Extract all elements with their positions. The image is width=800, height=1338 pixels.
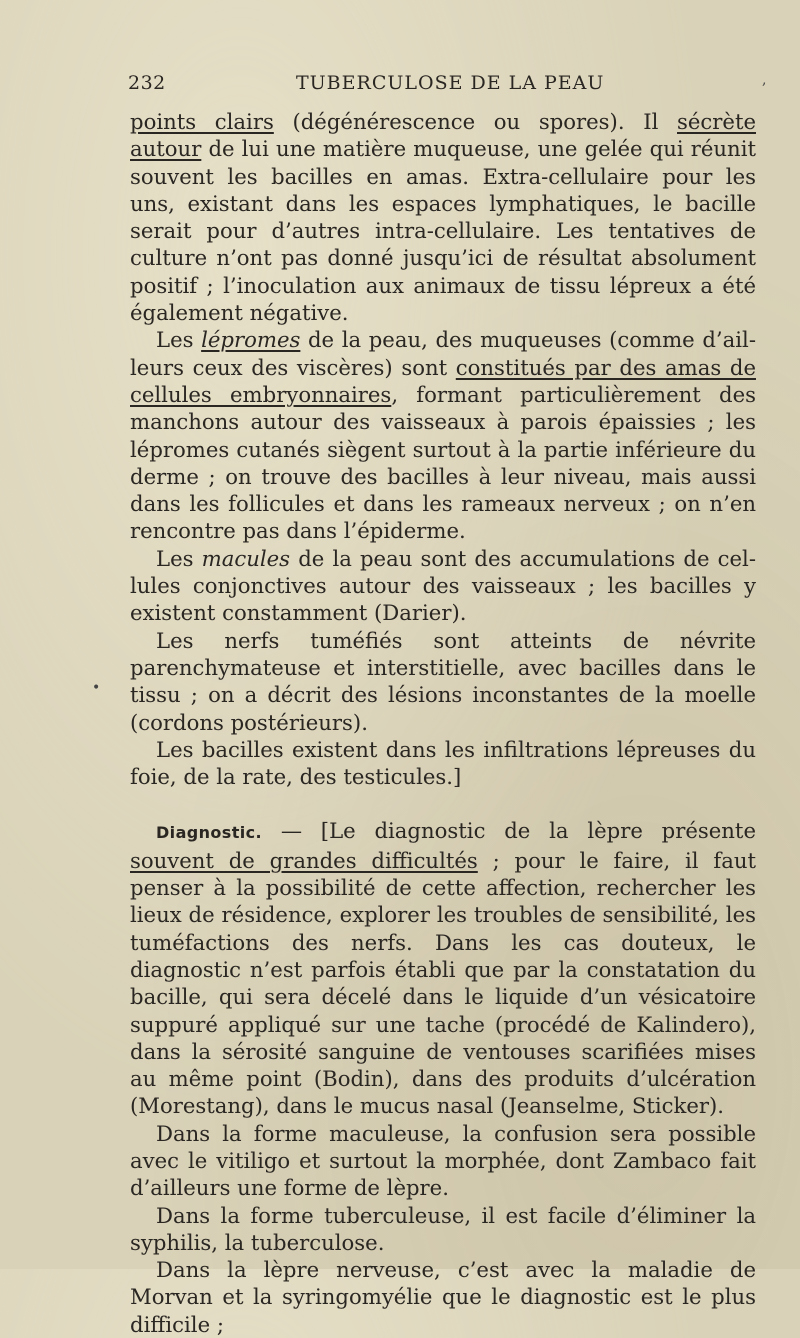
paragraph-lepromes [130, 326, 756, 544]
paragraph-tuberculeuse: Dans la forme tuberculeuse, il est facile d’éliminer la syphilis, la tuberculose. [130, 1202, 756, 1255]
paragraph-text: de lui une matière muqueuse, une gelée qui réunit souvent les bacilles en amas. Extra-cellulaire pour les uns, existant dans les espaces lymphatiques, le bacille serait pour d’autres intra-cellulaire. Les tentatives de culture n’ont pas donné jusqu’ici de résultat absolument positif ; l’inoculation aux animaux de tissu lépreux a été également négative. [130, 136, 756, 326]
paragraph-text: (dégénérescence ou spores). Il [273, 109, 677, 134]
italic-term: macules [201, 545, 291, 571]
margin-mark-dot: • [92, 680, 101, 696]
paragraph-diagnostic [130, 817, 756, 1119]
paragraph-macules [130, 545, 756, 627]
paragraph-text: , formant particulièrement des manchons autour des vaisseaux à parois épaissies ; les lépromes cutanés siègent surtout à la partie inférieure du derme ; on trouve des bacilles à leur niveau, mais aussi dans les follicules et dans les rameaux nerveux ; on n’en rencontre pas dans l’épiderme. [130, 381, 756, 544]
underlined-phrase: points clairs [130, 109, 274, 134]
paragraph-text: Les [156, 327, 202, 353]
running-head [128, 72, 768, 102]
paragraph-continued [130, 108, 756, 326]
paragraph-text: de la peau sont des accumulations de cellules conjonctives autour des vaisseaux ; les bacilles y existent constamment (Darier). [130, 545, 756, 626]
margin-mark-tick: , [762, 72, 767, 88]
paragraph-text: ; pour le faire, il faut penser à la possibilité de cette affection, rechercher les lieux de résidence, explorer les troubles de sensibilité, les tuméfactions des nerfs. Dans les cas douteux, le diagnostic n’est parfois établi que par la constatation du bacille, qui sera décelé dans le liquide d’un vésicatoire suppuré appliqué sur une tache (procédé de Kalindero), dans la sérosité sanguine de ventouses scarifiées mises au même point (Bodin), dans des produits d’ulcération (Morestang), dans le mucus nasal (Jeanselme, Sticker). [130, 847, 757, 1119]
body-text [130, 108, 756, 1338]
paragraph-nerveuse: Dans la lèpre nerveuse, c’est avec la maladie de Morvan et la syringomyélie que le diagnostic est le plus difficile ; [130, 1257, 756, 1337]
paragraph-maculeuse: Dans la forme maculeuse, la confusion sera possible avec le vitiligo et surtout la morphée, dont Zambaco fait d’ailleurs une forme de lèpre. [130, 1120, 756, 1201]
underlined-phrase: constitués par des amas de cellules embryonnaires [130, 354, 756, 407]
paragraph-text: de la peau, des muqueuses (comme d’ailleurs ceux des viscères) sont [130, 327, 757, 380]
running-title: TUBERCULOSE DE LA PEAU [296, 72, 605, 94]
paragraph-text: — [Le diagnostic de la lèpre présente [262, 818, 756, 844]
italic-term: lépromes [201, 327, 301, 353]
page-number: 232 [128, 72, 166, 94]
paragraph-bacilles: Les bacilles existent dans les infiltrations lépreuses du foie, de la rate, des testicules.] [130, 736, 756, 790]
underlined-phrase: sécrète autour [130, 109, 756, 162]
paragraph-nerfs: Les nerfs tuméfiés sont atteints de névrite parenchymateuse et interstitielle, avec bacilles dans le tissu ; on a décrit des lésions inconstantes de la moelle (cordons postérieurs). [130, 627, 756, 735]
section-title: Diagnostic. [156, 823, 263, 843]
underlined-phrase: souvent de grandes difficultés [130, 847, 478, 873]
paragraph-text: Les [156, 545, 202, 571]
